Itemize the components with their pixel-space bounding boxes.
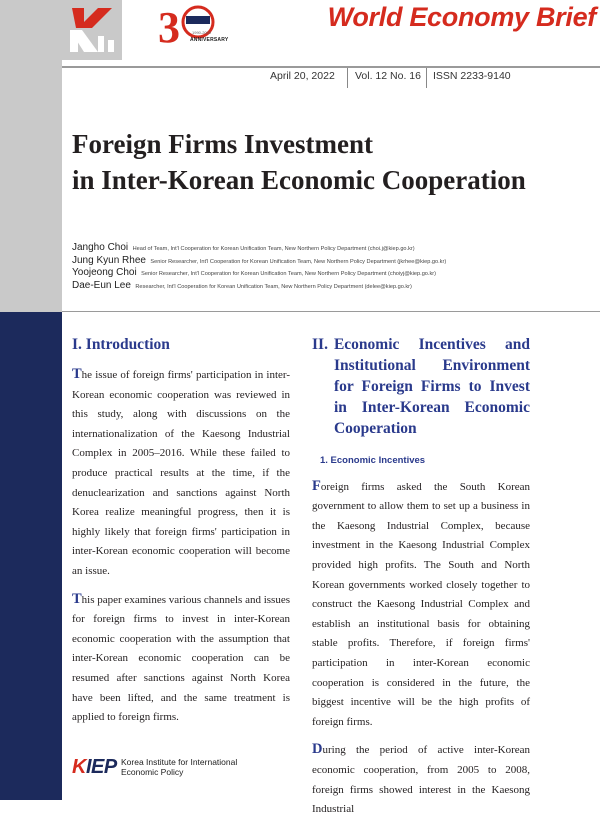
author-affiliation: Head of Team, Int'l Cooperation for Korean Unification Team, New Northern Policy Department (choi.j@kiep.go.kr) [132,246,415,252]
author-entry [72,240,592,253]
title-line-2: in Inter-Korean Economic Cooperation [72,165,526,195]
left-navy-band [0,312,62,800]
anniversary-label: ANNIVERSARY [190,37,229,43]
author-name: Jangho Choi [72,242,129,253]
kiep-logo: KIEP [72,756,117,778]
author-name: Dae-Eun Lee [72,279,131,291]
issue-volume: Vol. 12 No. 16 [355,70,421,82]
left-gray-band [0,0,62,312]
drop-cap: F [312,477,321,494]
section-number: II. [312,336,328,353]
author-entry [72,278,592,291]
paragraph: Foreign firms asked the South Korean government to allow them to set up a business in the Kaesong Industrial Complex, because investment in the Kaesong Industrial Complex provided high profits. The South and North Korean governments worked closely together to construct the Kaesong Industrial Complex and establish an institutional basis for obtaining stable profits. Therefore, if foreign firms' participation in inter-Korean economic cooperation is considered in the future, the biggest incentive will be the high profits of foreign firms. [312,477,530,728]
author-entry [72,253,592,266]
authors-rule [62,311,600,312]
drop-cap: T [72,590,82,607]
kiep-k-logo-icon [62,0,122,60]
institute-name: Korea Institute for International Economic Policy [121,757,238,777]
meta-separator [347,68,348,88]
meta-separator [426,68,427,88]
drop-cap: T [72,366,82,382]
author-affiliation: Senior Researcher, Int'l Cooperation for Korean Unification Team, New Northern Policy Department (jkrhee@kiep.go.kr) [150,258,447,265]
right-column [312,334,530,820]
author-affiliation: Senior Researcher, Int'l Cooperation for Korean Unification Team, New Northern Policy Department (choiyj@kiep.go.kr) [141,271,436,277]
issue-date: April 20, 2022 [270,70,335,82]
title-line-1: Foreign Firms Investment [72,129,373,159]
left-column [72,334,290,728]
section-title: Economic Incentives and Institutional Environment for Foreign Firms to Invest in Inter-Korean Economic Cooperation [333,336,530,437]
header-rule [62,66,600,68]
issn: ISSN 2233-9140 [433,70,511,82]
paragraph: This paper examines various channels and issues for foreign firms to invest in inter-Korean economic cooperation with the assumption that inter-Korean economic cooperation can be resumed after sanctions against North Korea have been lifted, and the same treatment is applied to foreign firms. [72,590,291,724]
author-list [72,240,592,290]
page-title [72,126,592,198]
paragraph: During the period of active inter-Korean economic cooperation, from 2005 to 2008, foreign firms showed interest in the Kaesong Industrial [312,741,530,816]
section-heading-economic-incentives [312,334,530,439]
author-name: Yoojeong Choi [72,267,137,278]
author-name: Jung Kyun Rhee [72,254,146,266]
paragraph: The issue of foreign firms' participation in inter-Korean economic cooperation was reviewed in this study, along with discussions on the internationalization of the Kaesong Industrial Complex in 2005–2016. While these failed to produce practical results at the time, if the denuclearization and sanctions against North Korea realize meaningful progress, then it is highly likely that foreign firms' participation in inter-Korean economic cooperation will become an issue. [72,366,290,577]
section-heading-introduction: I. Introduction [72,336,170,353]
author-entry [72,265,592,278]
author-affiliation: Researcher, Int'l Cooperation for Korean Unification Team, New Northern Policy Department (delee@kiep.go.kr) [135,283,412,290]
drop-cap: D [312,741,323,758]
svg-text:3: 3 [158,3,180,52]
anniversary-years: 1990-2020 [192,30,212,35]
subsection-heading: 1. Economic Incentives [320,455,426,466]
brand-title: World Economy Brief [327,2,596,32]
